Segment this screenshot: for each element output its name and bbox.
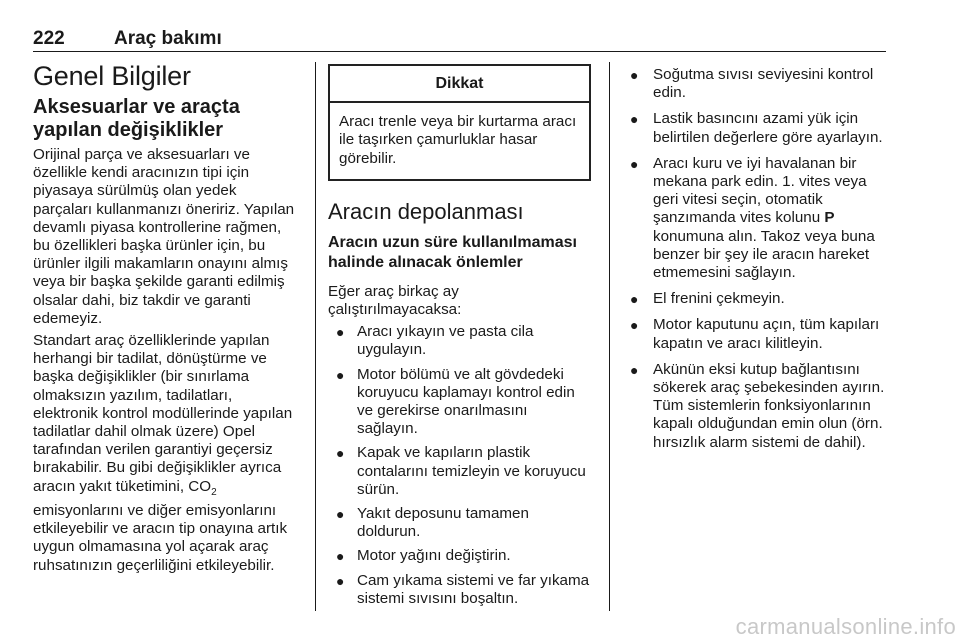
list-item	[328, 366, 591, 439]
gear-position-p: P	[824, 209, 835, 227]
list-item-text: Soğutma sıvısı seviyesini kontrol edin.	[653, 66, 874, 102]
list-item-text: Cam yıkama sistemi ve far yıkama sistemi sıvısını boşaltın.	[357, 571, 590, 607]
bullet-icon: ●	[336, 506, 345, 523]
warning-text: Aracı trenle veya bir kurtarma aracı ile taşırken çamurluklar hasar görebilir.	[339, 113, 577, 167]
column-2	[328, 58, 591, 614]
bullet-icon: ●	[630, 361, 639, 378]
column-3	[624, 66, 886, 460]
bullet-icon: ●	[336, 548, 345, 565]
list-item	[328, 505, 591, 541]
bullet-icon: ●	[336, 445, 345, 462]
list-item-text: El frenini çekmeyin.	[653, 290, 785, 308]
page-header	[33, 28, 886, 50]
column-1	[33, 58, 299, 579]
list-item	[624, 290, 886, 308]
bullet-icon: ●	[336, 324, 345, 341]
paragraph-modifications	[33, 332, 299, 575]
column-divider-1	[315, 62, 316, 611]
header-rule	[33, 51, 886, 52]
bullet-icon: ●	[630, 155, 639, 172]
list-item	[328, 572, 591, 608]
list-item-text: Motor bölümü ve alt gövdedeki koruyucu kaplamayı kontrol edin ve gerekirse onarılmasını sağlayın.	[357, 365, 575, 438]
list-item-text: Akünün eksi kutup bağlantısını sökerek araç şebekesinden ayırın. Tüm sistemlerin fonksiyonlarının kapalı olduğundan emin olun (örn. hırsızlık alarm sistemi de dahil).	[653, 360, 885, 451]
paragraph-modifications-part1: Standart araç özelliklerinde yapılan herhangi bir tadilat, dönüştürme ve başka değişiklikler (bir sınırlama olmaksızın yazılım, tadilatları, elektronik kontrol modüllerinde yapılan tadilatlar dahil olmak üzere) Opel tarafından verilen garantiyi geçersiz bırakabilir. Bu gibi değişiklikler ayrıca aracın yakıt tüketimini, CO	[33, 332, 293, 495]
paragraph-modifications-part2: emisyonlarını ve diğer emisyonlarını etkileyebilir ve aracın tip onayına artık uygun olmamasına yol açarak araç ruhsatınızın geçerliliğini etkileyebilir.	[33, 501, 288, 574]
list-item	[328, 444, 591, 499]
warning-box	[328, 64, 591, 181]
list-item	[624, 361, 886, 452]
list-item-text: Yakıt deposunu tamamen doldurun.	[357, 505, 529, 541]
section-title-storage: Aracın depolanması	[328, 198, 524, 224]
list-item-text: Aracı yıkayın ve pasta cila uygulayın.	[357, 323, 534, 359]
list-item-text: Aracı kuru ve iyi havalanan bir mekana park edin. 1. vites veya geri vitesi seçin, otomatik şanzımanda vites kolunu	[653, 154, 867, 227]
bullet-icon: ●	[630, 317, 639, 334]
warning-title: Dikkat	[330, 66, 589, 103]
subsection-title-long-term: Aracın uzun süre kullanılmaması halinde alınacak önlemler	[328, 233, 577, 271]
list-item	[624, 316, 886, 352]
chapter-title: Araç bakımı	[114, 28, 222, 49]
column-divider-2	[609, 62, 610, 611]
list-item	[624, 155, 886, 282]
subtitle-accessories: Aksesuarlar ve araçta yapılan değişiklikler	[33, 96, 240, 141]
bullet-icon: ●	[630, 291, 639, 308]
bullet-icon: ●	[630, 67, 639, 83]
list-item-text: Kapak ve kapıların plastik contalarını temizleyin ve koruyucu sürün.	[357, 444, 586, 498]
list-item	[328, 547, 591, 565]
storage-bullet-list-continued	[624, 66, 886, 452]
list-item	[328, 323, 591, 359]
paragraph-accessories: Orijinal parça ve aksesuarları ve özellikle kendi aracınızın tipi için piyasaya sürülmüş olan yedek parçaları kullanmanızı öneririz. Yapılan devamlı piyasa kontrollerine rağmen, bu özellikleri başka ürünler için, bu ürünler ilgili makamların onayını almış veya bir başka şekilde garanti edilmiş olsalar dahi, biz takdir ve garanti edemeyiz.	[33, 146, 295, 327]
list-item-text: Motor yağını değiştirin.	[357, 547, 511, 565]
list-item	[624, 110, 886, 146]
list-item-text: Motor kaputunu açın, tüm kapıları kapatın ve aracı kilitleyin.	[653, 316, 880, 352]
list-item	[624, 66, 886, 102]
co2-subscript: 2	[211, 486, 217, 498]
list-item-text: Lastik basıncını azami yük için belirtilen değerlere göre ayarlayın.	[653, 110, 883, 146]
storage-intro: Eğer araç birkaç ay çalıştırılmayacaksa:	[328, 282, 462, 319]
section-title-general: Genel Bilgiler	[33, 61, 191, 91]
page-number: 222	[33, 28, 65, 49]
list-item-text-cont: konumuna alın. Takoz veya buna benzer bir şey ile aracın hareket etmemesini sağlayın.	[653, 227, 875, 282]
watermark: carmanualsonline.info	[735, 614, 956, 639]
bullet-icon: ●	[630, 111, 639, 128]
bullet-icon: ●	[336, 572, 345, 589]
bullet-icon: ●	[336, 366, 345, 383]
storage-bullet-list	[328, 323, 591, 608]
